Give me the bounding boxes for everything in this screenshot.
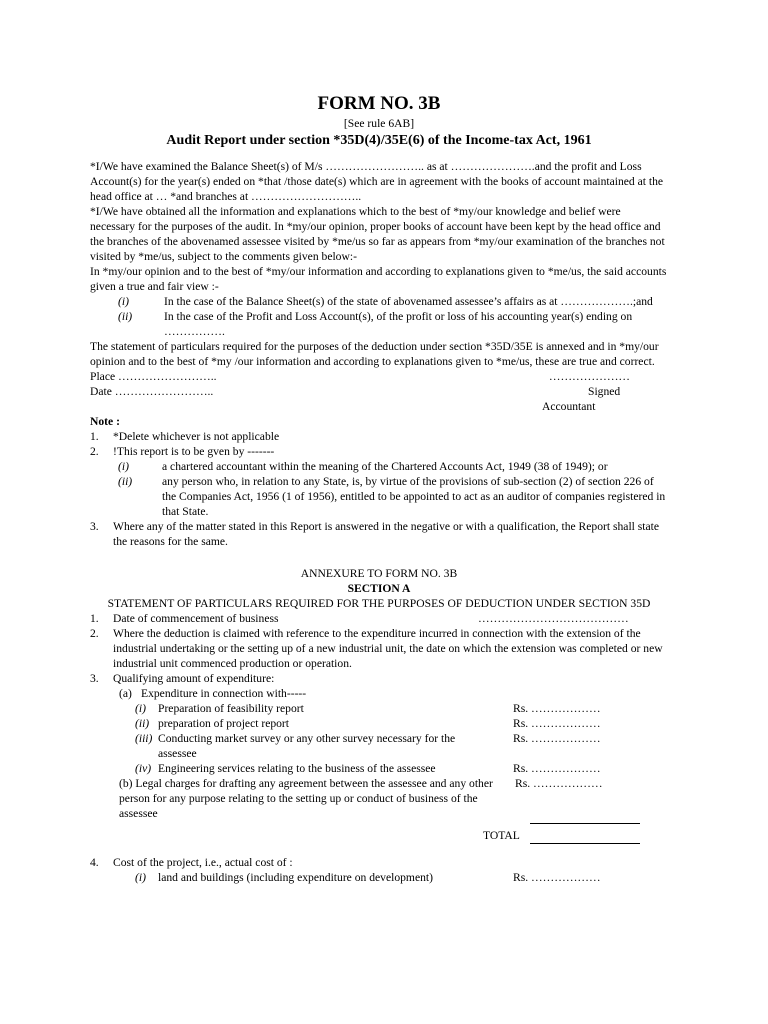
note-sub-text: a chartered accountant within the meaning of the Chartered Accounts Act, 1949 (38 of 1949); or bbox=[162, 460, 608, 473]
sub-text: Expenditure in connection with----- bbox=[141, 687, 307, 700]
place-row bbox=[90, 369, 668, 384]
question-number: 1. bbox=[90, 612, 99, 625]
examination-paragraph: *I/We have examined the Balance Sheet(s) of M/s …………………….. as at ………………….and the profit and Loss Account(s) for the year(s) ended on *that /those date(s) which are in agreement with the books of account maintained at the head office at … *and branches at ……………………….. bbox=[90, 160, 664, 203]
expenditure-text: preparation of project report bbox=[158, 717, 290, 730]
question-item bbox=[90, 855, 668, 870]
opinion-item bbox=[90, 294, 668, 309]
place-label: Place …………………….. bbox=[90, 370, 217, 383]
total-row bbox=[90, 821, 668, 855]
question-item bbox=[90, 611, 668, 626]
note-item bbox=[90, 429, 668, 444]
statement-heading: STATEMENT OF PARTICULARS REQUIRED FOR THE PURPOSES OF DEDUCTION UNDER SECTION 35D bbox=[107, 597, 651, 610]
question-item bbox=[90, 626, 668, 671]
cost-number: (i) bbox=[135, 871, 146, 884]
note-text: *Delete whichever is not applicable bbox=[113, 430, 280, 443]
note-item bbox=[90, 444, 668, 519]
note-sub-text: any person who, in relation to any State, is, by virtue of the provisions of sub-section (2) of section 226 of the Companies Act, 1956 (1 of 1956), entitled to be appointed to act as an auditor of companies registered in that State. bbox=[162, 475, 666, 518]
rule-reference: [See rule 6AB] bbox=[343, 117, 415, 130]
note-text: !This report is to be gven by ------- bbox=[113, 445, 275, 458]
expenditure-subheading bbox=[90, 686, 668, 701]
accountant-label: Accountant bbox=[542, 400, 596, 413]
opinion-item-text: In the case of the Balance Sheet(s) of the state of abovenamed assessee’s affairs as at ……………….;and bbox=[164, 295, 653, 308]
opinion-item bbox=[90, 309, 668, 339]
question-value-line: ………………………………… bbox=[478, 612, 629, 625]
expenditure-row bbox=[90, 731, 668, 761]
place-signature-line: ………………… bbox=[548, 370, 630, 383]
question-item bbox=[90, 671, 668, 686]
expenditure-text: Preparation of feasibility report bbox=[158, 702, 304, 715]
expenditure-number: (iv) bbox=[135, 762, 152, 775]
note-heading: Note : bbox=[90, 415, 120, 428]
section-heading: SECTION A bbox=[347, 582, 411, 595]
note-sub-item bbox=[113, 459, 668, 474]
amount-field: Rs. ……………… bbox=[515, 777, 603, 790]
expenditure-number: (iii) bbox=[135, 732, 153, 745]
note-item bbox=[90, 519, 668, 549]
annexure-title: ANNEXURE TO FORM NO. 3B bbox=[300, 567, 458, 580]
form-title: FORM NO. 3B bbox=[317, 93, 441, 114]
form-page bbox=[90, 92, 668, 885]
note-text: Where any of the matter stated in this Report is answered in the negative or with a qualification, the Report shall state the reasons for the same. bbox=[113, 520, 660, 548]
expenditure-row bbox=[90, 761, 668, 776]
information-paragraph: *I/We have obtained all the information and explanations which to the best of *my/our knowledge and belief were necessary for the purposes of the audit. In *my/our opinion, proper books of account have been kept by the head office and the branches of the abovenamed assessee visited by *me/us so far as appears from *my/our examination of the branches not visited by *me/us, subject to the comments given below:- bbox=[90, 205, 665, 263]
amount-field: Rs. ……………… bbox=[513, 732, 601, 745]
question-text: Qualifying amount of expenditure: bbox=[113, 672, 275, 685]
note-sub-item bbox=[113, 474, 668, 519]
question-text: Cost of the project, i.e., actual cost of : bbox=[113, 856, 293, 869]
signed-label: Signed bbox=[588, 385, 621, 398]
expenditure-text: Engineering services relating to the business of the assessee bbox=[158, 762, 436, 775]
expenditure-number: (ii) bbox=[135, 717, 150, 730]
amount-field: Rs. ……………… bbox=[513, 762, 601, 775]
expenditure-row bbox=[90, 716, 668, 731]
opinion-item-number: (i) bbox=[118, 295, 129, 308]
note-number: 3. bbox=[90, 520, 99, 533]
statement-paragraph: The statement of particulars required for the purposes of the deduction under section *35D/35E is annexed and in *my/our opinion and to the best of *my /our information and according to explanations given to *me/us, these are true and correct. bbox=[90, 340, 659, 368]
amount-field: Rs. ……………… bbox=[513, 717, 601, 730]
form-subtitle: Audit Report under section *35D(4)/35E(6) of the Income-tax Act, 1961 bbox=[166, 133, 592, 148]
note-number: 2. bbox=[90, 445, 99, 458]
expenditure-row bbox=[90, 701, 668, 716]
note-number: 1. bbox=[90, 430, 99, 443]
legal-charges-row bbox=[90, 776, 668, 821]
amount-field: Rs. ……………… bbox=[513, 702, 601, 715]
question-number: 3. bbox=[90, 672, 99, 685]
opinion-item-text: In the case of the Profit and Loss Account(s), of the profit or loss of his accounting year(s) ending on ……………. bbox=[164, 310, 633, 338]
legal-charges-text: (b) Legal charges for drafting any agreement between the assessee and any other person for any purpose relating to the setting up or conduct of business of the assessee bbox=[119, 777, 493, 820]
question-number: 4. bbox=[90, 856, 99, 869]
total-rule-top bbox=[530, 823, 640, 824]
question-number: 2. bbox=[90, 627, 99, 640]
expenditure-number: (i) bbox=[135, 702, 146, 715]
opinion-item-number: (ii) bbox=[118, 310, 133, 323]
note-sub-number: (i) bbox=[118, 460, 129, 473]
note-sub-number: (ii) bbox=[118, 475, 133, 488]
cost-text: land and buildings (including expenditure on development) bbox=[158, 871, 433, 884]
question-label: Date of commencement of business bbox=[113, 612, 279, 625]
cost-row bbox=[90, 870, 668, 885]
opinion-paragraph: In *my/our opinion and to the best of *my/our information and according to explanations given to *me/us, the said accounts given a true and fair view :- bbox=[90, 265, 667, 293]
date-label: Date …………………….. bbox=[90, 385, 214, 398]
total-label: TOTAL bbox=[483, 829, 520, 842]
sub-label: (a) bbox=[119, 687, 132, 700]
expenditure-text: Conducting market survey or any other survey necessary for the assessee bbox=[158, 732, 456, 760]
amount-field: Rs. ……………… bbox=[513, 871, 601, 884]
total-rule-bottom bbox=[530, 843, 640, 844]
question-text: Where the deduction is claimed with reference to the expenditure incurred in connection with the extension of the industrial undertaking or the setting up of a new industrial unit, the date on which the extension was completed or new industrial unit commenced production or operation. bbox=[113, 627, 663, 670]
date-signature-block bbox=[90, 384, 668, 414]
